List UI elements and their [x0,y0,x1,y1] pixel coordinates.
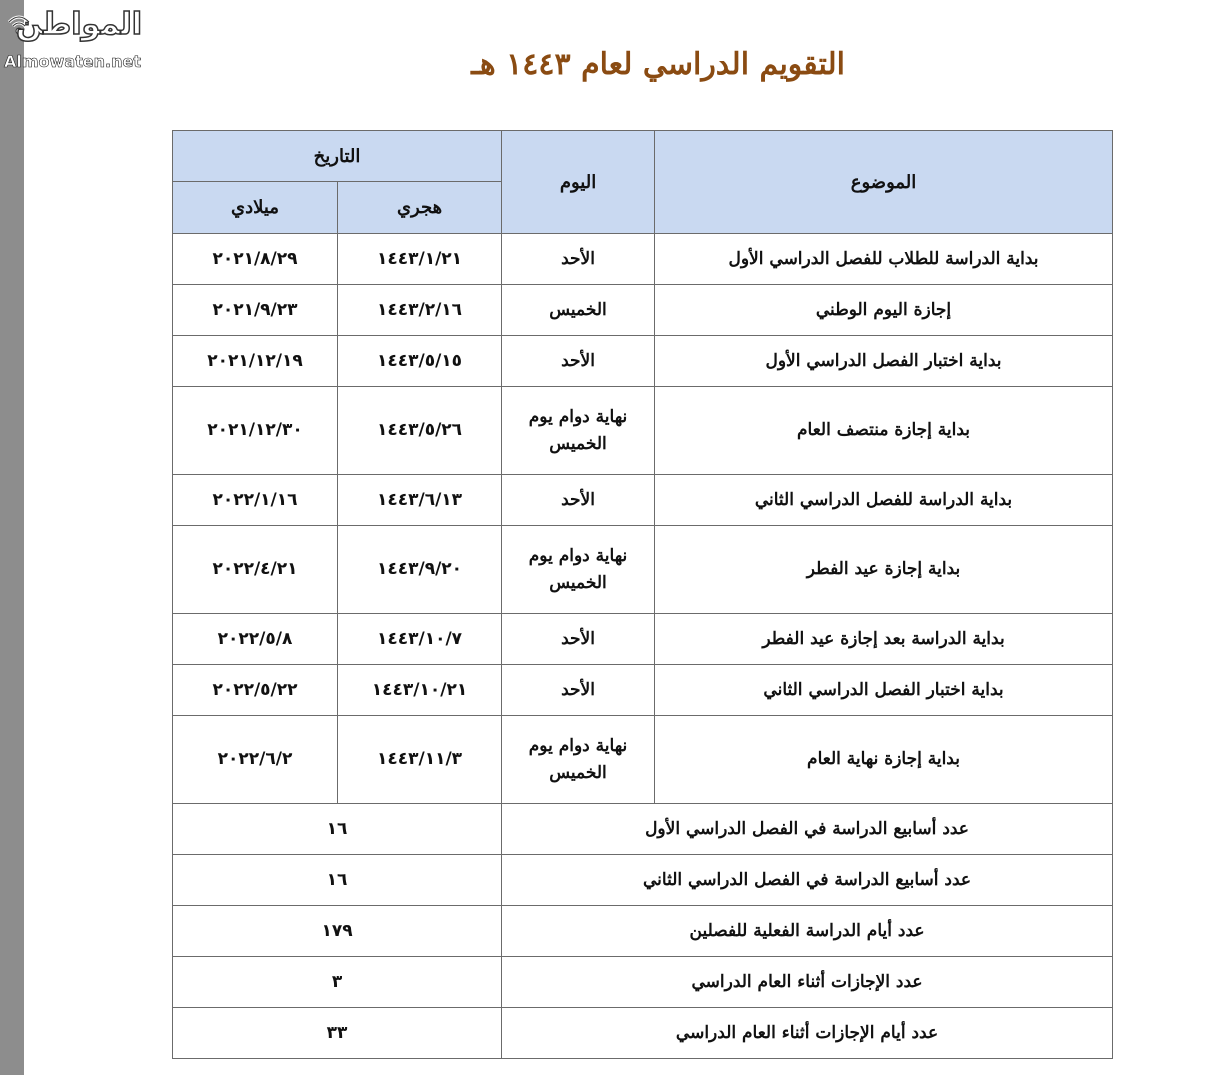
summary-label: عدد أسابيع الدراسة في الفصل الدراسي الثاني [502,855,1113,906]
table-row [173,336,1113,387]
summary-row [173,957,1113,1008]
table-row [173,716,1113,804]
row-topic: بداية إجازة منتصف العام [655,387,1113,475]
summary-row [173,855,1113,906]
academic-calendar-table [172,130,1113,1059]
summary-row [173,1008,1113,1059]
row-hijri-date: ١٤٤٣/١٠/٧ [338,614,502,665]
row-hijri-date: ١٤٤٣/٩/٢٠ [338,526,502,614]
page-title: التقويم الدراسي لعام ١٤٤٣ هـ [471,47,845,82]
row-day-text: نهاية دوام يوم الخميس [528,735,628,783]
row-hijri-date: ١٤٤٣/١/٢١ [338,234,502,285]
header-date: التاريخ [173,131,502,182]
row-day: الأحد [502,614,655,665]
row-gregorian-date: ٢٠٢٢/٥/٢٢ [173,665,338,716]
row-day [502,526,655,614]
left-edge-bar [0,0,24,1075]
row-topic: بداية اختبار الفصل الدراسي الثاني [655,665,1113,716]
table-row [173,285,1113,336]
summary-label: عدد أيام الدراسة الفعلية للفصلين [502,906,1113,957]
row-topic: إجازة اليوم الوطني [655,285,1113,336]
logo-arabic-text: المواطن [15,7,142,42]
row-day: الأحد [502,336,655,387]
summary-label: عدد أيام الإجازات أثناء العام الدراسي [502,1008,1113,1059]
summary-value: ١٦ [173,804,502,855]
row-topic: بداية إجازة عيد الفطر [655,526,1113,614]
table-row [173,614,1113,665]
summary-value: ٣ [173,957,502,1008]
summary-value: ٣٣ [173,1008,502,1059]
row-gregorian-date: ٢٠٢١/١٢/١٩ [173,336,338,387]
row-gregorian-date: ٢٠٢١/٨/٢٩ [173,234,338,285]
header-hijri: هجري [338,182,502,234]
table-row [173,475,1113,526]
row-topic: بداية الدراسة للطلاب للفصل الدراسي الأول [655,234,1113,285]
row-gregorian-date: ٢٠٢٢/٦/٢ [173,716,338,804]
summary-value: ١٦ [173,855,502,906]
table-row [173,526,1113,614]
row-day: الأحد [502,665,655,716]
row-gregorian-date: ٢٠٢١/٩/٢٣ [173,285,338,336]
summary-row [173,906,1113,957]
summary-row [173,804,1113,855]
row-day: الأحد [502,234,655,285]
row-hijri-date: ١٤٤٣/١٠/٢١ [338,665,502,716]
row-topic: بداية إجازة نهاية العام [655,716,1113,804]
row-day [502,387,655,475]
row-day: الخميس [502,285,655,336]
row-hijri-date: ١٤٤٣/٥/٢٦ [338,387,502,475]
row-gregorian-date: ٢٠٢٢/٤/٢١ [173,526,338,614]
table-row [173,665,1113,716]
almowaten-logo [0,4,150,74]
row-day: الأحد [502,475,655,526]
row-hijri-date: ١٤٤٣/١١/٣ [338,716,502,804]
row-day [502,716,655,804]
header-topic: الموضوع [655,131,1113,234]
summary-label: عدد الإجازات أثناء العام الدراسي [502,957,1113,1008]
header-gregorian: ميلادي [173,182,338,234]
row-topic: بداية اختبار الفصل الدراسي الأول [655,336,1113,387]
row-hijri-date: ١٤٤٣/٢/١٦ [338,285,502,336]
row-topic: بداية الدراسة للفصل الدراسي الثاني [655,475,1113,526]
summary-value: ١٧٩ [173,906,502,957]
row-day-text: نهاية دوام يوم الخميس [528,545,628,593]
table-row [173,387,1113,475]
row-gregorian-date: ٢٠٢١/١٢/٣٠ [173,387,338,475]
summary-label: عدد أسابيع الدراسة في الفصل الدراسي الأول [502,804,1113,855]
row-hijri-date: ١٤٤٣/٦/١٣ [338,475,502,526]
row-gregorian-date: ٢٠٢٢/٥/٨ [173,614,338,665]
table-row [173,234,1113,285]
header-day: اليوم [502,131,655,234]
row-hijri-date: ١٤٤٣/٥/١٥ [338,336,502,387]
row-day-text: نهاية دوام يوم الخميس [528,406,628,454]
row-gregorian-date: ٢٠٢٢/١/١٦ [173,475,338,526]
logo-latin-text: Almowaten.net [4,52,141,71]
row-topic: بداية الدراسة بعد إجازة عيد الفطر [655,614,1113,665]
